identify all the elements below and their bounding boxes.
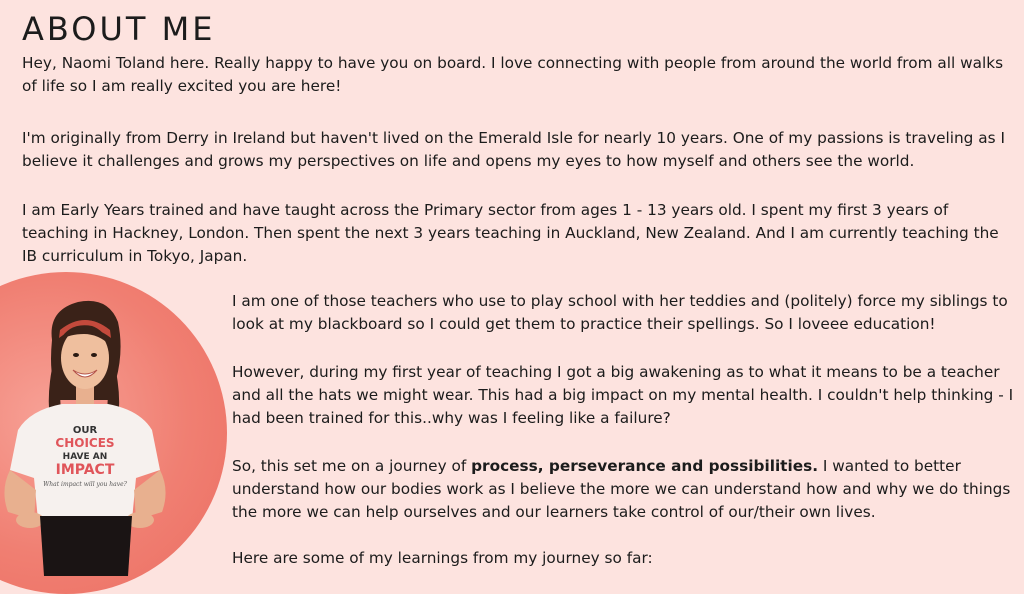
journey-text-start: So, this set me on a journey of (232, 457, 472, 475)
awakening-paragraph: However, during my first year of teaching I got a big awakening as to what it means to be a teacher and all the hats we might wear. This had a big impact on my mental health. I couldn't help thinking - I had been trained for this..why was I feeling like a failure? (232, 363, 1014, 427)
intro-paragraph: Hey, Naomi Toland here. Really happy to have you on board. I love connecting with people from around the world from all walks of life so I am really excited you are here! (22, 54, 1004, 95)
person-illustration (0, 0, 230, 576)
tshirt-line3: HAVE AN (62, 452, 108, 462)
profile-photo (0, 0, 230, 576)
learnings-intro: Here are some of my learnings from my journey so far: (232, 549, 653, 567)
journey-paragraph (232, 455, 1018, 524)
journey-bold-phrase: process, perseverance and possibilities. (471, 457, 819, 475)
tshirt-line1: OUR (72, 425, 98, 436)
pants-shape (40, 516, 132, 576)
tshirt-line5: What impact will you have? (43, 481, 127, 488)
origin-paragraph: I'm originally from Derry in Ireland but haven't lived on the Emerald Isle for nearly 10 years. One of my passions is traveling as I believe it challenges and grows my perspectives on life and opens my eyes to how myself and others see the world. (22, 129, 1005, 170)
page-title: ABOUT ME (22, 10, 216, 48)
childhood-paragraph: I am one of those teachers who use to play school with her teddies and (politely) force my siblings to look at my blackboard so I could get them to practice their spellings. So I loveee education! (232, 292, 1008, 333)
journey-text-end: I wanted to better understand how our bodies work as I believe the more we can understand how and why we do things the more we can help ourselves and our learners take control of our/their own lives. (232, 457, 1011, 521)
experience-paragraph: I am Early Years trained and have taught across the Primary sector from ages 1 - 13 years old. I spent my first 3 years of teaching in Hackney, London. Then spent the next 3 years teaching in Auckland, New Zealand. And I am currently teaching the IB curriculum in Tokyo, Japan. (22, 201, 999, 265)
tshirt-line2: CHOICES (55, 436, 115, 450)
tshirt-line4: IMPACT (55, 462, 115, 478)
